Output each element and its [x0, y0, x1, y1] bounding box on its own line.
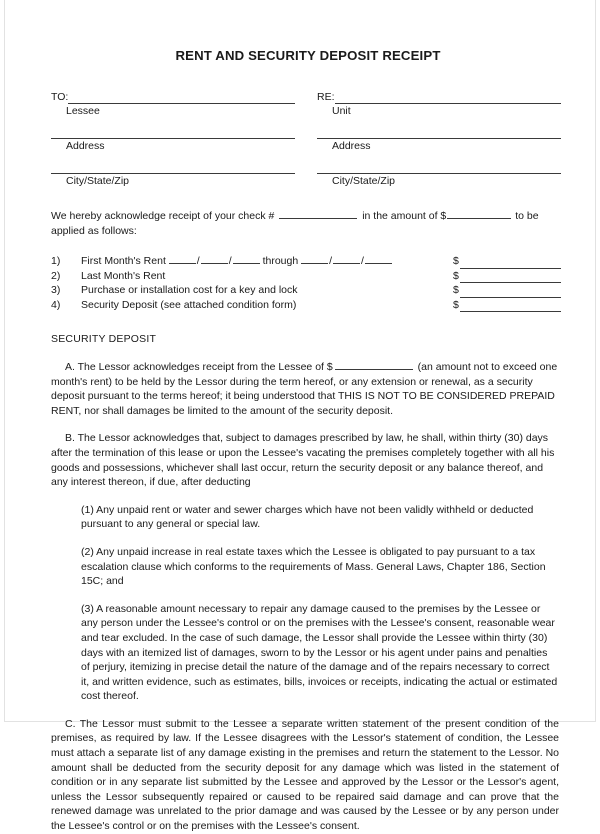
ack-text-part3: to be applied as follows:	[51, 210, 539, 237]
unit-citystatezip-rule[interactable]	[317, 162, 561, 174]
page-title: RENT AND SECURITY DEPOSIT RECEIPT	[175, 48, 441, 63]
paragraph-a-part1: A. The Lessor acknowledges receipt from the Lessee of $	[65, 361, 333, 373]
end-month-blank[interactable]	[301, 253, 328, 264]
deduction-item-3: (3) A reasonable amount necessary to repair any damage caused to the premises by the Lessee or any person under the Lessee's control or on the premises with the Lessee's consent, reasonable wear and tear excluded. In the case of such damage, the Lessor shall provide the Lessee within thirty (30) days with an itemized list of damages, sworn to by the Lessor or his agent under pains and penalties of perjury, itemizing in precise detail the nature of the damage and of the repairs necessary to correct it, and written evidence, such as estimates, bills, invoices or receipts, indicating the actual or estimated cost thereof.	[81, 602, 558, 703]
spacer	[51, 118, 295, 127]
start-year-blank[interactable]	[233, 253, 260, 264]
item-amount-field[interactable]	[453, 298, 561, 313]
spacer	[317, 118, 561, 127]
slash-separator: /	[228, 255, 232, 267]
spacer	[51, 153, 295, 162]
slash-separator: /	[196, 255, 200, 267]
paragraph-c: C. The Lessor must submit to the Lessee a separate written statement of the present condition of the premises, as required by law. If the Lessee disagrees with the Lessor's statement of condition, the Lessee must attach a separate list of any damage existing in the premises and return the statement to the Lessor. No amount shall be deducted from the security deposit for any damage which was listed in the statement of condition or in any separate list submitted by the Lessee and approved by the Lessor or the Lessor's agent, unless the Lessor subsequently repaired or caused to be repaired said damage and can prove that the renewed damage was unrelated to the prior damage and was caused by the Lessee or by any person under the Lessee's control or on the premises with the Lessee's consent.	[51, 717, 559, 833]
re-label: RE:	[317, 91, 335, 103]
start-day-blank[interactable]	[201, 253, 228, 264]
lessee-name-field[interactable]	[51, 91, 295, 104]
end-year-blank[interactable]	[365, 253, 392, 264]
to-label: TO:	[51, 91, 69, 103]
paragraph-a	[51, 359, 559, 418]
unit-citystatezip-caption: City/State/Zip	[332, 175, 396, 187]
paragraph-b: B. The Lessor acknowledges that, subject to damages prescribed by law, he shall, within thirty (30) days after the termination of this lease or upon the Lessee's vacating the premises completely together with all his goods and possessions, whichever shall last occur, return the security deposit or any balance thereof, and any interest thereon, if due, after deducting	[51, 432, 555, 489]
slash-separator: /	[329, 255, 333, 267]
unit-column	[317, 91, 561, 188]
amount-rule[interactable]	[460, 301, 561, 312]
unit-address-caption: Address	[332, 140, 371, 152]
item-number: 4)	[51, 298, 61, 311]
unit-caption: Unit	[332, 105, 351, 117]
item-label: Security Deposit (see attached condition form)	[81, 298, 297, 311]
paragraph-a-part2: (an amount not to exceed one month's rent) to be held by the Lessor during the term hereof, or any extension or renewal, as a security deposit pursuant to the terms hereof; it being understood that THIS IS NOT TO BE CONSIDERED PREPAID RENT, nor shall damages be limited to the amount of the security deposit.	[51, 361, 558, 417]
deduction-item-2: (2) Any unpaid increase in real estate taxes which the Lessee is obligated to pay pursuant to a tax escalation clause which conforms to the requirements of Mass. General Laws, Chapter 186, Section 15C; and	[81, 545, 546, 588]
document-page	[4, 0, 596, 833]
lessee-address-rule[interactable]	[51, 127, 295, 139]
unit-address-rule[interactable]	[317, 127, 561, 139]
check-amount-blank[interactable]	[447, 208, 511, 219]
lessee-citystatezip-field[interactable]	[51, 162, 295, 174]
application-items-list	[51, 254, 561, 312]
unit-name-field[interactable]	[317, 91, 561, 104]
lessee-citystatezip-rule[interactable]	[51, 162, 295, 174]
through-label: through	[262, 255, 299, 267]
amount-rule[interactable]	[460, 287, 561, 298]
deduction-item-1: (1) Any unpaid rent or water and sewer charges which have not been validly withheld or deducted pursuant to any general or special law.	[81, 503, 534, 531]
lessee-address-field[interactable]	[51, 127, 295, 139]
item-label: Last Month's Rent	[81, 269, 166, 282]
lessee-name-rule[interactable]	[68, 92, 295, 104]
item-amount-field[interactable]	[453, 269, 561, 284]
item-label	[81, 253, 453, 269]
ack-text-part1: We hereby acknowledge receipt of your check #	[51, 210, 275, 222]
end-day-blank[interactable]	[333, 253, 360, 264]
currency-symbol: $	[453, 298, 459, 311]
table-row	[51, 283, 561, 298]
amount-rule[interactable]	[460, 258, 561, 269]
unit-name-rule[interactable]	[335, 92, 561, 104]
lessee-citystatezip-caption: City/State/Zip	[66, 175, 130, 187]
slash-separator: /	[361, 255, 364, 267]
deposit-amount-blank[interactable]	[335, 359, 413, 370]
unit-citystatezip-field[interactable]	[317, 162, 561, 174]
table-row	[51, 269, 561, 284]
amount-rule[interactable]	[460, 272, 561, 283]
security-deposit-heading: SECURITY DEPOSIT	[51, 333, 157, 345]
party-block	[51, 91, 561, 188]
currency-symbol: $	[453, 255, 459, 267]
item-number: 3)	[51, 284, 61, 296]
item-number: 1)	[51, 255, 61, 267]
lessee-column	[51, 91, 295, 188]
item-label: Purchase or installation cost for a key and lock	[81, 284, 298, 296]
start-month-blank[interactable]	[169, 253, 196, 264]
unit-address-field[interactable]	[317, 127, 561, 139]
document-content	[51, 0, 561, 834]
spacer	[317, 153, 561, 162]
table-row	[51, 254, 561, 269]
lessee-address-caption: Address	[66, 140, 105, 152]
item-number: 2)	[51, 269, 61, 282]
lessee-caption: Lessee	[66, 105, 100, 117]
item-label-text: First Month's Rent	[81, 255, 166, 267]
currency-symbol: $	[453, 284, 459, 296]
ack-text-part2: in the amount of $	[362, 210, 447, 222]
currency-symbol: $	[453, 269, 459, 282]
table-row	[51, 298, 561, 313]
acknowledgement-paragraph	[51, 208, 559, 238]
check-number-blank[interactable]	[279, 208, 357, 219]
item-amount-field[interactable]	[453, 254, 561, 269]
item-amount-field[interactable]	[453, 283, 561, 298]
